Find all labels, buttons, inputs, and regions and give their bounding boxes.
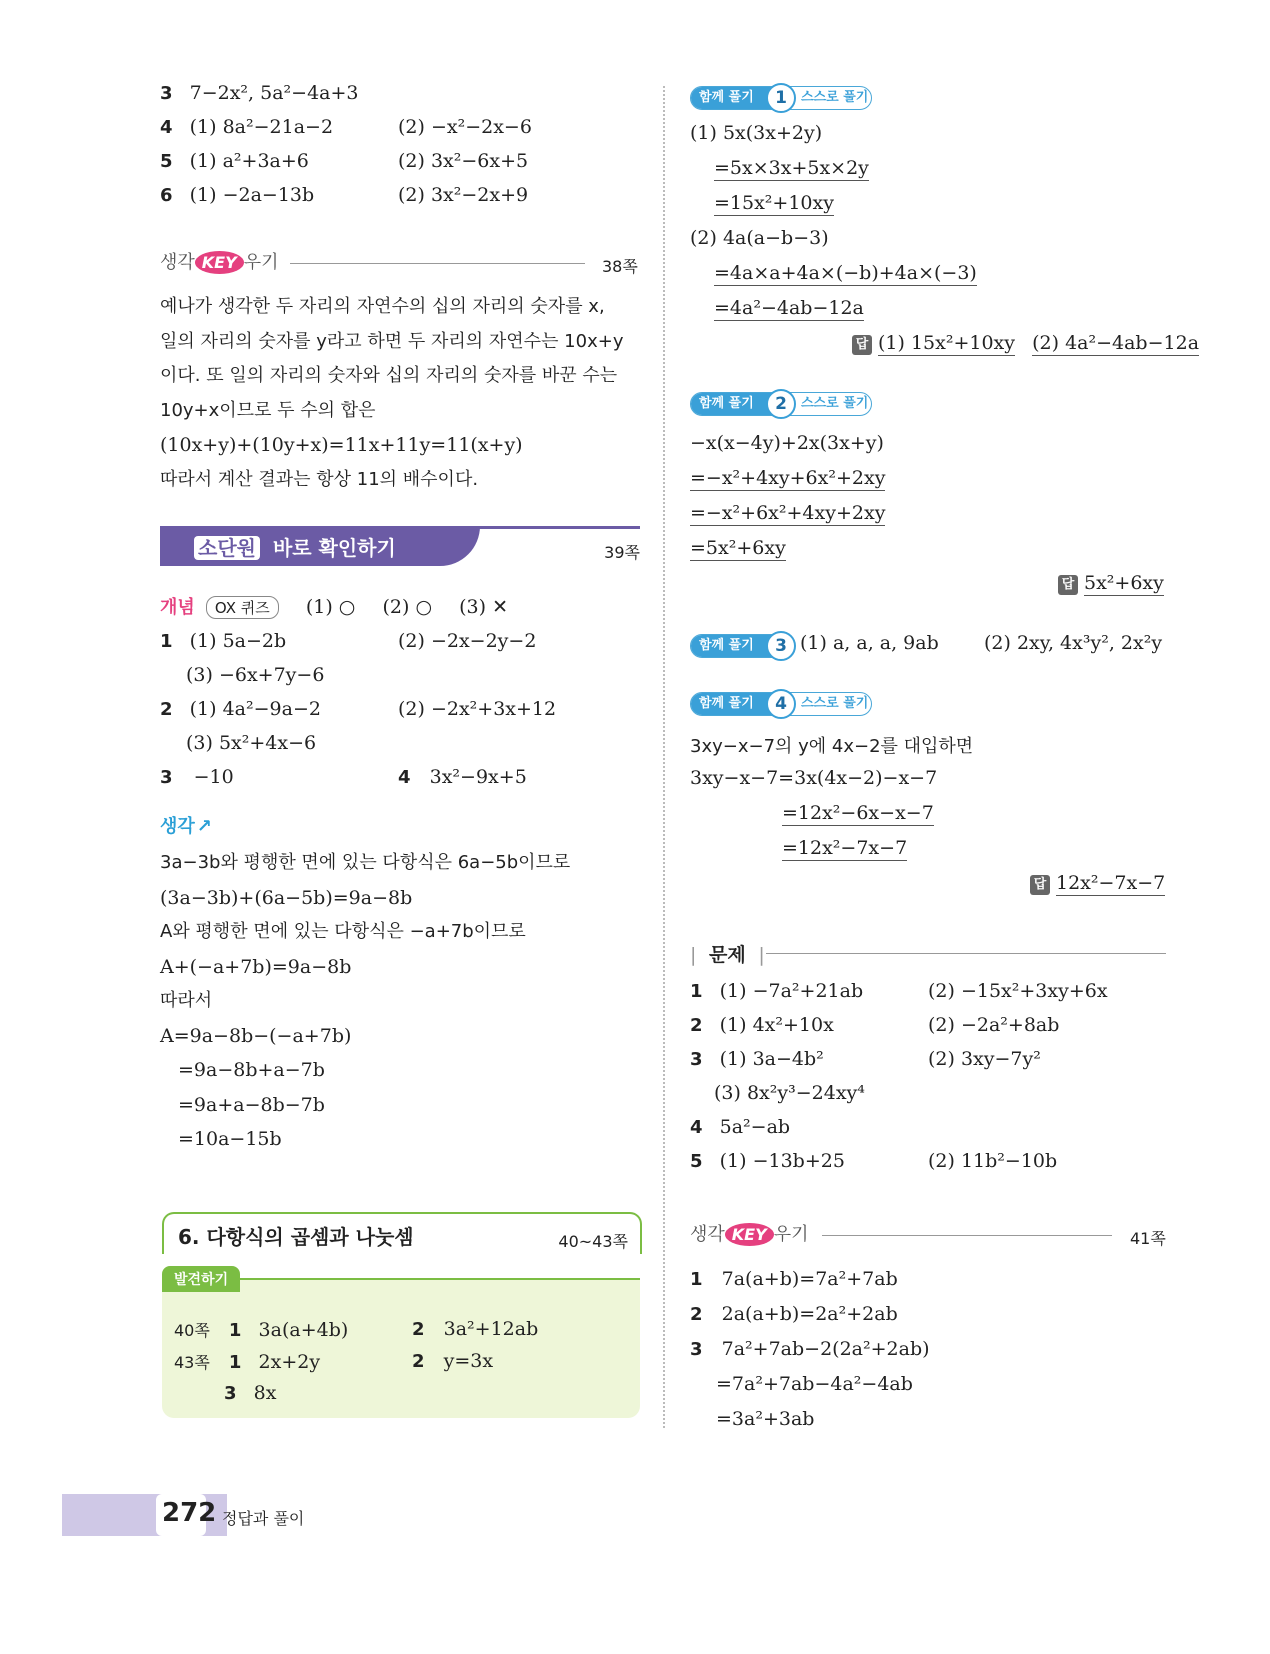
ex3-answer-a: (1) a, a, a, 9ab bbox=[800, 632, 939, 654]
ex3-answer-b: (2) 2xy, 4x³y², 2x²y bbox=[984, 632, 1163, 654]
problem-3-b: (2) 3xy−7y² bbox=[928, 1048, 1041, 1070]
discover-label: 발견하기 bbox=[162, 1266, 240, 1292]
unit-check-banner: 소단원 바로 확인하기 39쪽 bbox=[160, 526, 640, 566]
ex2-line-2: =−x²+4xy+6x²+2xy bbox=[690, 467, 886, 489]
footer-label: 정답과 풀이 bbox=[222, 1509, 305, 1528]
problem-5: 5 (1) −13b+25 bbox=[690, 1150, 845, 1172]
section-6-header: 6. 다항식의 곱셈과 나눗셈 40~43쪽 bbox=[162, 1212, 642, 1254]
unit-item-1: 1 (1) 5a−2b bbox=[160, 630, 287, 652]
answer-5: 5 (1) a²+3a+6 bbox=[160, 150, 309, 172]
problem-5-b: (2) 11b²−10b bbox=[928, 1150, 1058, 1172]
key-heading-1: 생각 KEY 우기 bbox=[160, 252, 279, 273]
example-4-pill: 함께 풀기 4 스스로 풀기 bbox=[690, 692, 872, 716]
unit-item-2-b: (2) −2x²+3x+12 bbox=[398, 698, 557, 720]
key-rule-2 bbox=[822, 1235, 1112, 1236]
page-number: 272 bbox=[162, 1498, 217, 1528]
problem-3: 3 (1) 3a−4b² bbox=[690, 1048, 824, 1070]
unit-item-2: 2 (1) 4a²−9a−2 bbox=[160, 698, 321, 720]
key2-item-1: 1 7a(a+b)=7a²+7ab bbox=[690, 1268, 898, 1290]
discover-row-3: 3 8x bbox=[224, 1382, 277, 1404]
problem-4: 4 5a²−ab bbox=[690, 1116, 791, 1138]
discover-row-2-b: 2 y=3x bbox=[412, 1350, 494, 1372]
ex4-answer: 답 12x²−7x−7 bbox=[1030, 872, 1165, 895]
key-heading-2: 생각 KEY 우기 bbox=[690, 1224, 809, 1245]
answer-5-b: (2) 3x²−6x+5 bbox=[398, 150, 529, 172]
ex1-line-6: =4a²−4ab−12a bbox=[714, 297, 864, 319]
problems-rule bbox=[766, 953, 1166, 954]
ex4-line-2: 3xy−x−7=3x(4x−2)−x−7 bbox=[690, 767, 938, 789]
ex2-line-1: −x(x−4y)+2x(3x+y) bbox=[690, 432, 884, 454]
concept-quiz: 개념 OX 퀴즈 (1) ○ (2) ○ (3) ✕ bbox=[160, 596, 508, 618]
example-3-pill: 함께 풀기 3 bbox=[690, 634, 786, 658]
unit-item-2-c: (3) 5x²+4x−6 bbox=[186, 732, 317, 754]
ex1-line-5: =4a×a+4a×(−b)+4a×(−3) bbox=[714, 262, 977, 284]
key2-item-3-step-2: =3a²+3ab bbox=[716, 1408, 815, 1430]
ex1-line-1: (1) 5x(3x+2y) bbox=[690, 122, 823, 144]
ex4-line-4: =12x²−7x−7 bbox=[782, 837, 908, 859]
problem-2: 2 (1) 4x²+10x bbox=[690, 1014, 834, 1036]
ex1-answer: 답 (1) 15x²+10xy (2) 4a²−4ab−12a bbox=[852, 332, 1199, 355]
key-rule-1 bbox=[290, 263, 585, 264]
unit-item-1-b: (2) −2x−2y−2 bbox=[398, 630, 537, 652]
key-page-2: 41쪽 bbox=[1130, 1229, 1166, 1248]
ex2-answer: 답 5x²+6xy bbox=[1058, 572, 1164, 595]
column-divider bbox=[663, 86, 665, 1428]
arrow-up-icon: ↗ bbox=[196, 816, 212, 837]
example-2-pill: 함께 풀기 2 스스로 풀기 bbox=[690, 392, 872, 416]
key2-item-3-step-1: =7a²+7ab−4a²−4ab bbox=[716, 1373, 913, 1395]
think-explanation: 3a−3b와 평행한 면에 있는 다항식은 6a−5b이므로 (3a−3b)+(6a−5b)=9a−8b A와 평행한 면에 있는 다항식은 −a+7b이므로 A+(−a+7b)=9a−8b 따라서 A=9a−8b−(−a+7b) =9a−8b+a−7b =9a+a−8b−7b =10a−15b bbox=[160, 852, 571, 1150]
key-explanation-1: 예나가 생각한 두 자리의 자연수의 십의 자리의 숫자를 x, 일의 자리의 숫자를 y라고 하면 두 자리의 자연수는 10x+y 이다. 또 일의 자리의 숫자와 십의 자리의 숫자를 바꾼 수는 10y+x이므로 두 수의 합은 (10x+y)+(10y+x)=11x+11y=11(x+y) 따라서 계산 결과는 항상 11의 배수이다. bbox=[160, 296, 624, 490]
ex1-line-2: =5x×3x+5x×2y bbox=[714, 157, 869, 179]
problem-1: 1 (1) −7a²+21ab bbox=[690, 980, 864, 1002]
ex2-line-3: =−x²+6x²+4xy+2xy bbox=[690, 502, 886, 524]
answer-4-b: (2) −x²−2x−6 bbox=[398, 116, 532, 138]
problems-heading: | 문제 | bbox=[690, 944, 765, 966]
ex1-line-4: (2) 4a(a−b−3) bbox=[690, 227, 829, 249]
key-page-1: 38쪽 bbox=[602, 257, 638, 276]
unit-item-1-c: (3) −6x+7y−6 bbox=[186, 664, 325, 686]
unit-item-3: 3 −10 bbox=[160, 766, 234, 788]
ex2-line-4: =5x²+6xy bbox=[690, 537, 786, 559]
problem-3-c: (3) 8x²y³−24xy⁴ bbox=[714, 1082, 865, 1104]
think-heading: 생각 ↗ bbox=[160, 816, 212, 837]
discover-row-1: 40쪽 1 3a(a+4b) bbox=[174, 1319, 349, 1341]
key-badge-2: KEY bbox=[725, 1223, 774, 1246]
key2-item-3: 3 7a²+7ab−2(2a²+2ab) bbox=[690, 1338, 930, 1360]
key2-item-2: 2 2a(a+b)=2a²+2ab bbox=[690, 1303, 898, 1325]
unit-item-4: 4 3x²−9x+5 bbox=[398, 766, 527, 788]
ex4-line-3: =12x²−6x−x−7 bbox=[782, 802, 934, 824]
example-1-pill: 함께 풀기 1 스스로 풀기 bbox=[690, 86, 872, 110]
problem-1-b: (2) −15x²+3xy+6x bbox=[928, 980, 1108, 1002]
problem-2-b: (2) −2a²+8ab bbox=[928, 1014, 1060, 1036]
answer-6-b: (2) 3x²−2x+9 bbox=[398, 184, 529, 206]
discover-row-1-b: 2 3a²+12ab bbox=[412, 1318, 539, 1340]
answer-4: 4 (1) 8a²−21a−2 bbox=[160, 116, 334, 138]
ex1-line-3: =15x²+10xy bbox=[714, 192, 834, 214]
discover-row-2: 43쪽 1 2x+2y bbox=[174, 1351, 321, 1373]
answer-3: 3 7−2x², 5a²−4a+3 bbox=[160, 82, 359, 104]
ex4-line-1: 3xy−x−7의 y에 4x−2를 대입하면 bbox=[690, 736, 974, 757]
key-badge: KEY bbox=[195, 251, 244, 274]
answer-6: 6 (1) −2a−13b bbox=[160, 184, 315, 206]
